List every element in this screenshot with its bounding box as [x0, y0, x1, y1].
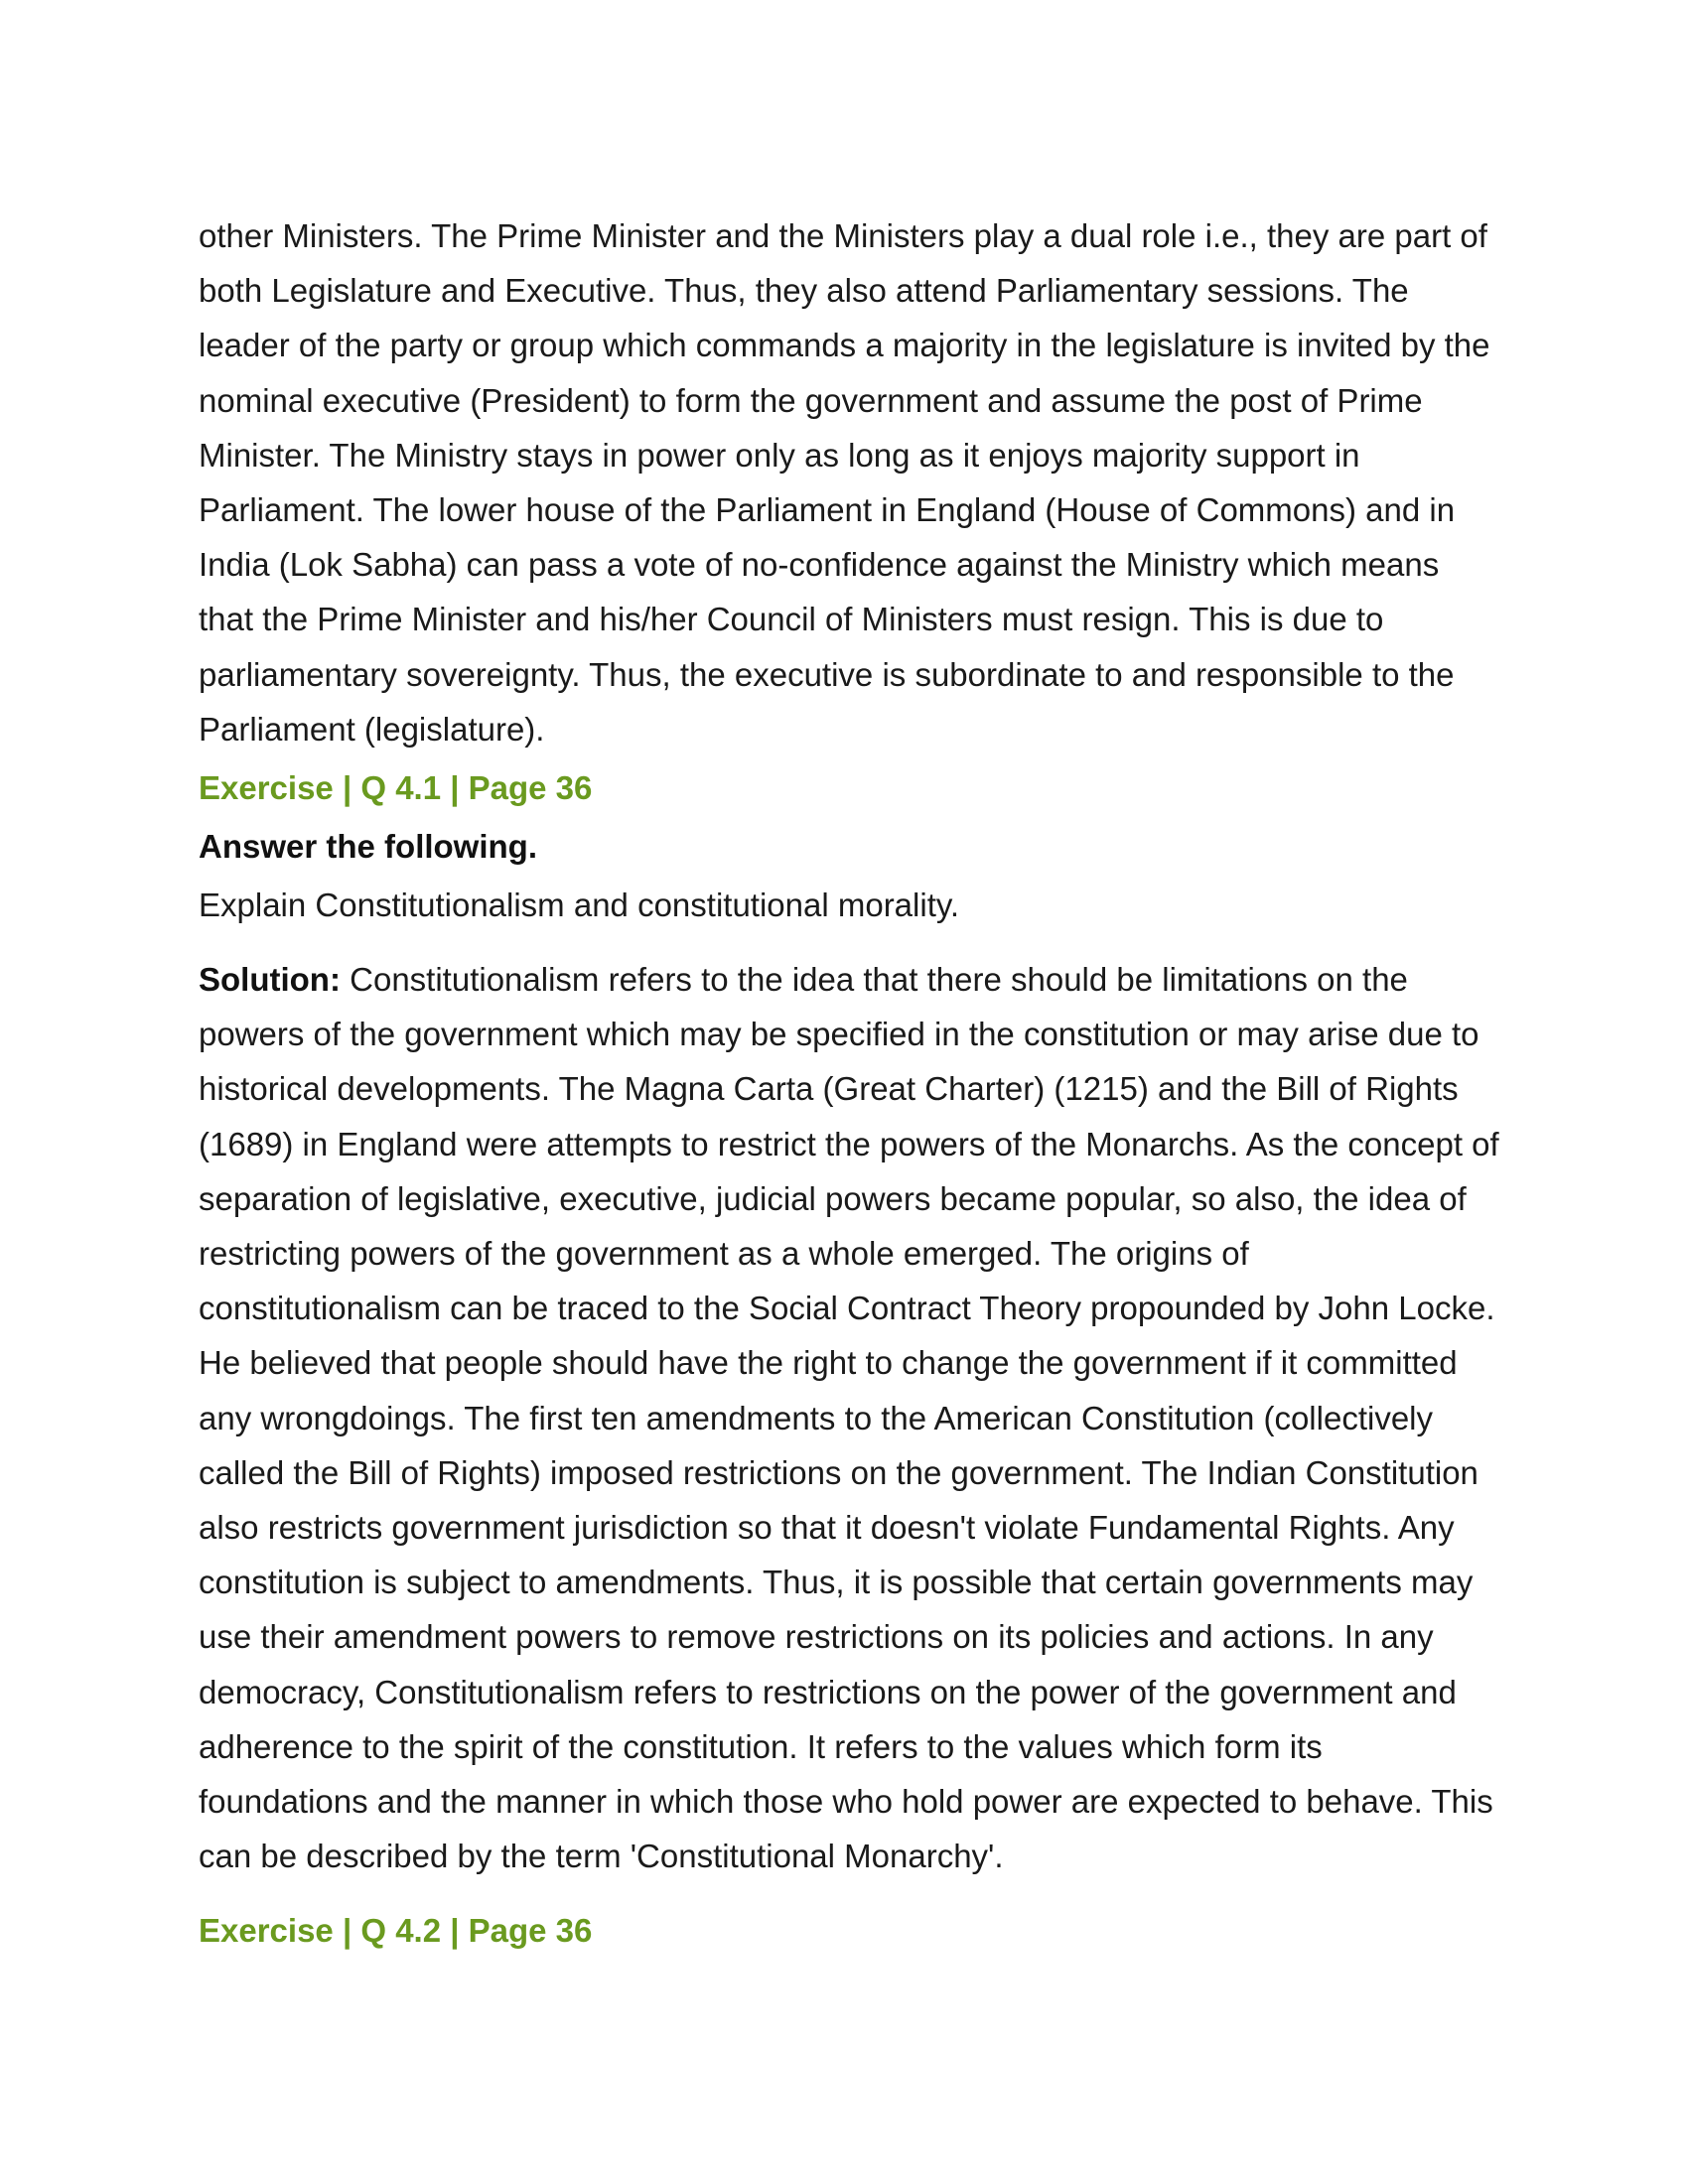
exercise-heading-q4-1: Exercise | Q 4.1 | Page 36: [199, 769, 593, 807]
solution-label: Solution:: [199, 961, 341, 999]
answer-instruction: Answer the following.: [199, 828, 538, 866]
question-text: Explain Constitutionalism and constitutional morality.: [199, 887, 960, 924]
solution-paragraph: [199, 952, 1499, 1883]
exercise-heading-q4-2: Exercise | Q 4.2 | Page 36: [199, 1912, 593, 1950]
document-page: [199, 208, 1499, 1958]
solution-text: Constitutionalism refers to the idea that there should be limitations on the powers of the government which may be specified in the constitution or may arise due to historical developments. The Magna Carta (Great Charter) (1215) and the Bill of Rights (1689) in England were attempts to restrict the powers of the Monarchs. As the concept of separation of legislative, executive, judicial powers became popular, so also, the idea of restricting powers of the government as a whole emerged. The origins of constitutionalism can be traced to the Social Contract Theory propounded by John Locke. He believed that people should have the right to change the government if it committed any wrongdoings. The first ten amendments to the American Constitution (collectively called the Bill of Rights) imposed restrictions on the government. The Indian Constitution also restricts government jurisdiction so that it doesn't violate Fundamental Rights. Any constitution is subject to amendments. Thus, it is possible that certain governments may use their amendment powers to remove restrictions on its policies and actions. In any democracy, Constitutionalism refers to restrictions on the power of the government and adherence to the spirit of the constitution. It refers to the values which form its foundations and the manner in which those who hold power are expected to behave. This can be described by the term 'Constitutional Monarchy'.: [199, 961, 1499, 1875]
intro-paragraph: other Ministers. The Prime Minister and the Ministers play a dual role i.e., they are part of both Legislature and Executive. Thus, they also attend Parliamentary sessions. The leader of the party or group which commands a majority in the legislature is invited by the nominal executive (President) to form the government and assume the post of Prime Minister. The Ministry stays in power only as long as it enjoys majority support in Parliament. The lower house of the Parliament in England (House of Commons) and in India (Lok Sabha) can pass a vote of no-confidence against the Ministry which means that the Prime Minister and his/her Council of Ministers must resign. This is due to parliamentary sovereignty. Thus, the executive is subordinate to and responsible to the Parliament (legislature).: [199, 217, 1490, 748]
